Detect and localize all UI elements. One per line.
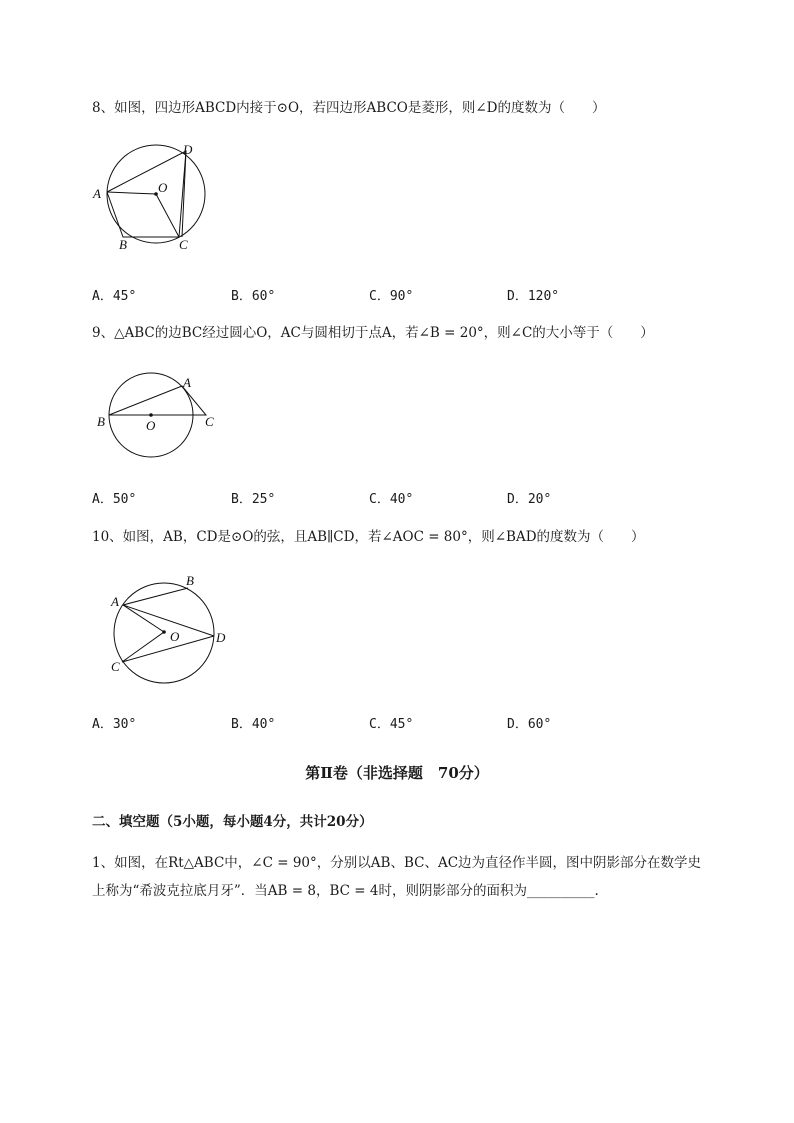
center-dot — [149, 413, 153, 417]
q8-option-a[interactable]: A．45° — [92, 289, 137, 304]
question-8-figure — [88, 143, 218, 258]
chord-ab — [123, 588, 188, 605]
radius-oc — [122, 632, 164, 662]
label-o: O — [146, 418, 156, 433]
label-b: B — [119, 237, 127, 252]
question-9-figure — [94, 371, 224, 456]
fill-q1-line2: 上称为“希波克拉底月牙”．当AB = 8，BC = 4时，则阴影部分的面积为__________. — [92, 883, 599, 899]
part-2-title: 第Ⅱ卷（非选择题 70分） — [305, 764, 489, 782]
q10-option-c[interactable]: C．45° — [369, 717, 414, 732]
q9-option-b[interactable]: B．25° — [231, 492, 276, 507]
chord-ad — [123, 605, 214, 636]
triangle-abc — [109, 386, 206, 415]
label-o: O — [170, 629, 180, 644]
chord-cd — [122, 636, 214, 662]
question-9-text: 9、△ABC的边BC经过圆心O，AC与圆相切于点A，若∠B = 20°，则∠C的大小等于（ ） — [92, 325, 654, 341]
question-10-figure — [108, 571, 238, 686]
fill-in-heading: 二、填空题（5小题，每小题4分，共计20分） — [92, 814, 373, 830]
label-a: A — [183, 375, 191, 390]
q9-option-c[interactable]: C．40° — [369, 492, 414, 507]
q8-option-c[interactable]: C．90° — [369, 289, 414, 304]
question-8-text: 8、如图，四边形ABCD内接于⊙O，若四边形ABCO是菱形，则∠D的度数为（ ） — [92, 100, 606, 116]
label-a: A — [111, 594, 119, 609]
question-10-text: 10、如图，AB，CD是⊙O的弦，且AB∥CD，若∠AOC = 80°，则∠BAD的度数为（ ） — [92, 529, 645, 545]
q9-option-a[interactable]: A．50° — [92, 492, 137, 507]
label-b: B — [97, 414, 105, 429]
label-c: C — [111, 659, 120, 674]
q10-option-b[interactable]: B．40° — [231, 717, 276, 732]
q10-option-a[interactable]: A．30° — [92, 717, 137, 732]
q8-option-d[interactable]: D．120° — [507, 289, 560, 304]
label-d: D — [183, 142, 193, 157]
label-c: C — [205, 414, 214, 429]
fill-q1-line1: 1、如图，在Rt△ABC中，∠C = 90°，分别以AB、BC、AC边为直径作半圆，图中阴影部分在数学史 — [92, 855, 702, 871]
q10-option-d[interactable]: D．60° — [507, 717, 552, 732]
label-b: B — [186, 573, 194, 588]
label-o: O — [158, 180, 168, 195]
q8-option-b[interactable]: B．60° — [231, 289, 276, 304]
label-c: C — [179, 237, 188, 252]
label-a: A — [93, 186, 101, 201]
radius-oa — [123, 605, 164, 632]
q9-option-d[interactable]: D．20° — [507, 492, 552, 507]
center-dot — [162, 630, 166, 634]
rhombus-abco — [107, 192, 179, 237]
label-d: D — [216, 630, 226, 645]
